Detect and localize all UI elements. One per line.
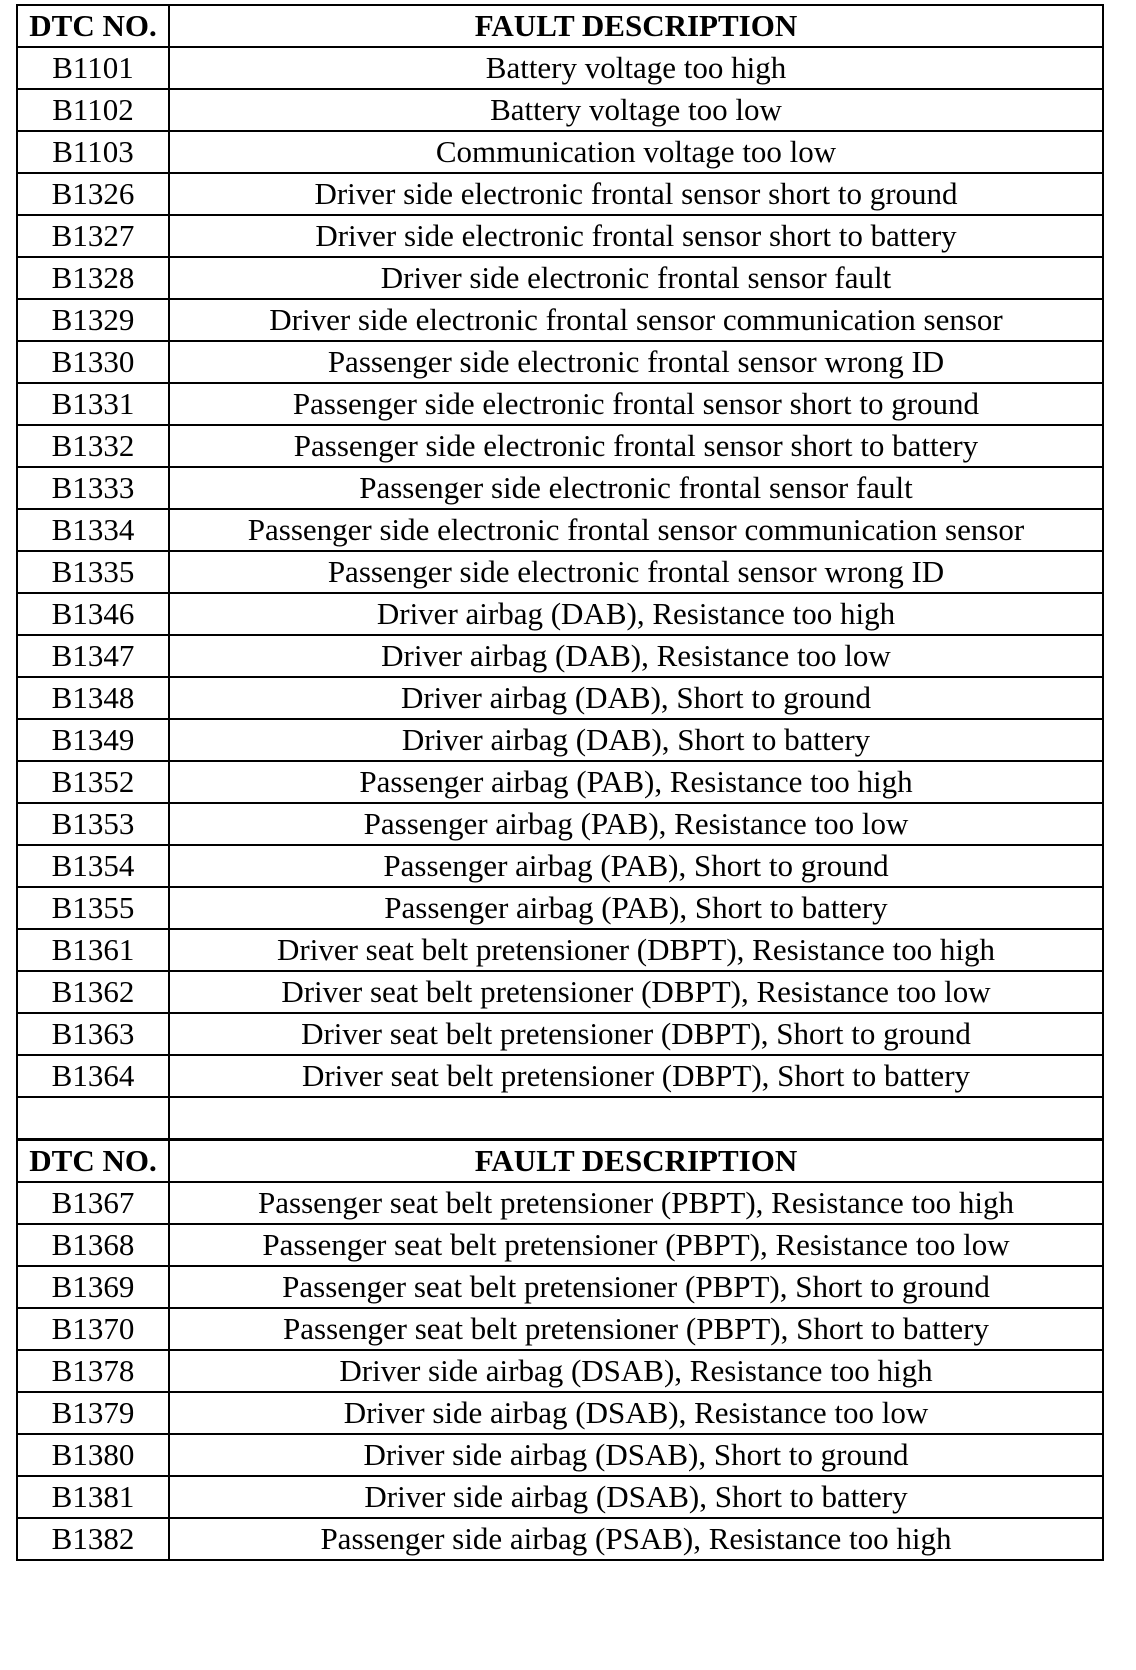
fault-description-cell: Passenger airbag (PAB), Short to battery [169, 887, 1103, 929]
dtc-code-cell: B1379 [17, 1392, 169, 1434]
table-row [17, 803, 1103, 845]
dtc-code-cell: B1349 [17, 719, 169, 761]
table-row [17, 593, 1103, 635]
dtc-code-cell: B1354 [17, 845, 169, 887]
fault-description-cell: Passenger seat belt pretensioner (PBPT), Short to battery [169, 1308, 1103, 1350]
dtc-code-cell: B1348 [17, 677, 169, 719]
dtc-code-cell: B1331 [17, 383, 169, 425]
fault-description-cell: Driver seat belt pretensioner (DBPT), Short to ground [169, 1013, 1103, 1055]
dtc-code-cell: B1102 [17, 89, 169, 131]
table-row [17, 509, 1103, 551]
table-row [17, 719, 1103, 761]
fault-description-cell: Passenger side electronic frontal sensor wrong ID [169, 551, 1103, 593]
dtc-code-cell: B1370 [17, 1308, 169, 1350]
dtc-code-cell: B1362 [17, 971, 169, 1013]
fault-description-cell: Driver side airbag (DSAB), Resistance too low [169, 1392, 1103, 1434]
empty-cell [17, 1097, 169, 1140]
table-row [17, 215, 1103, 257]
dtc-code-cell: B1368 [17, 1224, 169, 1266]
table-row [17, 299, 1103, 341]
table-header-row-repeat [17, 1140, 1103, 1183]
table-row [17, 1350, 1103, 1392]
fault-description-cell: Driver airbag (DAB), Short to battery [169, 719, 1103, 761]
fault-description-cell: Communication voltage too low [169, 131, 1103, 173]
dtc-code-cell: B1347 [17, 635, 169, 677]
header-dtc-no: DTC NO. [17, 1140, 169, 1183]
dtc-code-cell: B1326 [17, 173, 169, 215]
table-row [17, 173, 1103, 215]
empty-spacer-row [17, 1097, 1103, 1140]
empty-cell [169, 1097, 1103, 1140]
dtc-code-cell: B1382 [17, 1518, 169, 1560]
table-row [17, 887, 1103, 929]
table-row [17, 1182, 1103, 1224]
fault-description-cell: Passenger seat belt pretensioner (PBPT), Resistance too high [169, 1182, 1103, 1224]
table-row [17, 635, 1103, 677]
table-row [17, 1013, 1103, 1055]
dtc-code-cell: B1334 [17, 509, 169, 551]
table-header-row [17, 5, 1103, 47]
table-row [17, 257, 1103, 299]
fault-description-cell: Passenger side airbag (PSAB), Resistance too high [169, 1518, 1103, 1560]
fault-description-cell: Driver side airbag (DSAB), Short to ground [169, 1434, 1103, 1476]
dtc-code-cell: B1327 [17, 215, 169, 257]
fault-description-cell: Passenger seat belt pretensioner (PBPT), Resistance too low [169, 1224, 1103, 1266]
dtc-code-cell: B1101 [17, 47, 169, 89]
header-dtc-no: DTC NO. [17, 5, 169, 47]
fault-description-cell: Passenger side electronic frontal sensor short to battery [169, 425, 1103, 467]
fault-description-cell: Driver airbag (DAB), Resistance too high [169, 593, 1103, 635]
table-row [17, 1055, 1103, 1097]
table-row [17, 1476, 1103, 1518]
dtc-code-cell: B1378 [17, 1350, 169, 1392]
fault-description-cell: Passenger side electronic frontal sensor communication sensor [169, 509, 1103, 551]
dtc-code-cell: B1333 [17, 467, 169, 509]
table-row [17, 1266, 1103, 1308]
dtc-fault-table [16, 4, 1104, 1561]
dtc-code-cell: B1364 [17, 1055, 169, 1097]
fault-description-cell: Passenger side electronic frontal sensor fault [169, 467, 1103, 509]
fault-description-cell: Driver seat belt pretensioner (DBPT), Short to battery [169, 1055, 1103, 1097]
fault-description-cell: Driver side airbag (DSAB), Resistance too high [169, 1350, 1103, 1392]
fault-description-cell: Driver side electronic frontal sensor communication sensor [169, 299, 1103, 341]
fault-description-cell: Driver side electronic frontal sensor fault [169, 257, 1103, 299]
table-row [17, 971, 1103, 1013]
fault-description-cell: Driver seat belt pretensioner (DBPT), Resistance too high [169, 929, 1103, 971]
dtc-code-cell: B1330 [17, 341, 169, 383]
fault-description-cell: Battery voltage too low [169, 89, 1103, 131]
dtc-code-cell: B1335 [17, 551, 169, 593]
table-row [17, 383, 1103, 425]
fault-description-cell: Driver seat belt pretensioner (DBPT), Resistance too low [169, 971, 1103, 1013]
fault-description-cell: Battery voltage too high [169, 47, 1103, 89]
table-row [17, 1518, 1103, 1560]
dtc-code-cell: B1381 [17, 1476, 169, 1518]
header-fault-description: FAULT DESCRIPTION [169, 5, 1103, 47]
fault-description-cell: Passenger side electronic frontal sensor wrong ID [169, 341, 1103, 383]
fault-description-cell: Driver airbag (DAB), Short to ground [169, 677, 1103, 719]
dtc-code-cell: B1369 [17, 1266, 169, 1308]
fault-description-cell: Driver side airbag (DSAB), Short to battery [169, 1476, 1103, 1518]
table-row [17, 551, 1103, 593]
table-row [17, 425, 1103, 467]
dtc-code-cell: B1328 [17, 257, 169, 299]
dtc-code-cell: B1329 [17, 299, 169, 341]
table-row [17, 1434, 1103, 1476]
table-row [17, 761, 1103, 803]
dtc-code-cell: B1355 [17, 887, 169, 929]
fault-description-cell: Passenger seat belt pretensioner (PBPT), Short to ground [169, 1266, 1103, 1308]
table-row [17, 929, 1103, 971]
table-row [17, 1392, 1103, 1434]
dtc-code-cell: B1361 [17, 929, 169, 971]
fault-description-cell: Passenger airbag (PAB), Resistance too high [169, 761, 1103, 803]
table-row [17, 677, 1103, 719]
dtc-code-cell: B1103 [17, 131, 169, 173]
dtc-fault-table-document [16, 4, 1102, 1561]
table-row [17, 845, 1103, 887]
dtc-code-cell: B1380 [17, 1434, 169, 1476]
dtc-code-cell: B1346 [17, 593, 169, 635]
fault-description-cell: Driver side electronic frontal sensor short to ground [169, 173, 1103, 215]
fault-description-cell: Passenger side electronic frontal sensor short to ground [169, 383, 1103, 425]
fault-description-cell: Passenger airbag (PAB), Short to ground [169, 845, 1103, 887]
dtc-code-cell: B1363 [17, 1013, 169, 1055]
dtc-code-cell: B1352 [17, 761, 169, 803]
dtc-code-cell: B1353 [17, 803, 169, 845]
table-row [17, 131, 1103, 173]
table-row [17, 467, 1103, 509]
dtc-code-cell: B1332 [17, 425, 169, 467]
fault-description-cell: Driver airbag (DAB), Resistance too low [169, 635, 1103, 677]
header-fault-description: FAULT DESCRIPTION [169, 1140, 1103, 1183]
table-row [17, 1308, 1103, 1350]
table-row [17, 1224, 1103, 1266]
table-row [17, 89, 1103, 131]
dtc-code-cell: B1367 [17, 1182, 169, 1224]
fault-description-cell: Driver side electronic frontal sensor short to battery [169, 215, 1103, 257]
table-row [17, 341, 1103, 383]
table-row [17, 47, 1103, 89]
fault-description-cell: Passenger airbag (PAB), Resistance too low [169, 803, 1103, 845]
